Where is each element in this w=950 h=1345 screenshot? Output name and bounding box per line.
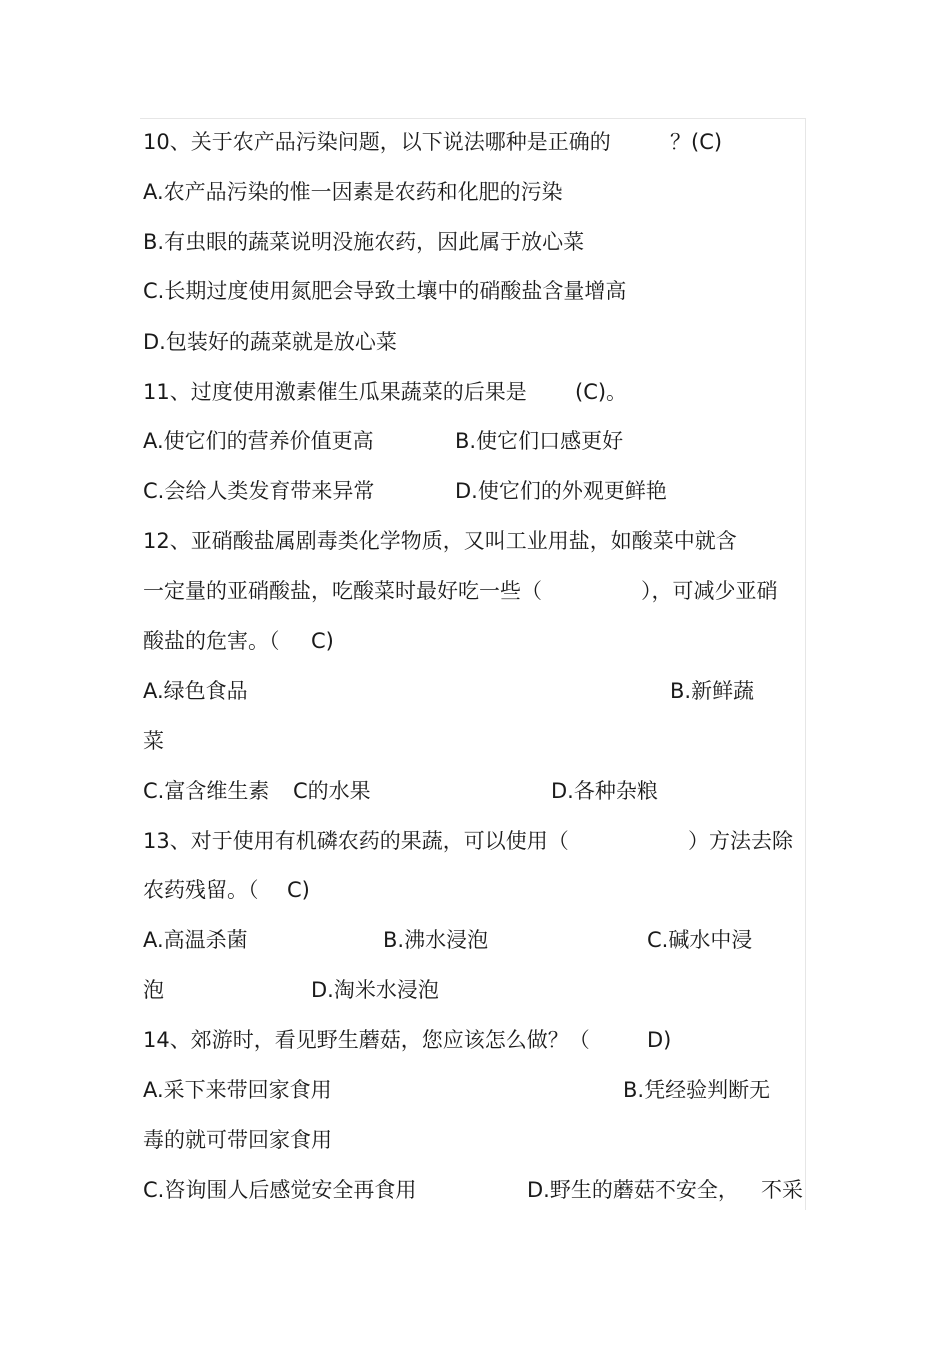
question-12-text: 12、亚硝酸盐属剧毒类化学物质，又叫工业用盐，如酸菜中就含 <box>143 529 737 553</box>
option-d: D.包装好的蔬菜就是放心菜 <box>143 330 397 354</box>
option-c: C.长期过度使用氮肥会导致土壤中的硝酸盐含量增高 <box>143 279 627 303</box>
option-line <box>143 726 170 756</box>
option-c: C的水果 <box>293 779 371 803</box>
option-c: C.咨询围人后感觉安全再食用 <box>143 1178 417 1202</box>
option-c: C.富含维生素 <box>143 779 270 803</box>
option-a: A.使它们的营养价值更高 <box>143 429 374 453</box>
question-13-answer: C) <box>287 878 310 902</box>
option-c: 泡 <box>143 978 164 1002</box>
option-line <box>143 426 624 456</box>
question-11-answer: (C)。 <box>575 380 628 404</box>
question-12-text: 酸盐的危害。（ <box>143 629 280 653</box>
option-c: C.碱水中浸 <box>647 928 753 952</box>
question-14-text: 14、郊游时，看见野生蘑菇，您应该怎么做？（ <box>143 1028 590 1052</box>
question-12-line <box>143 526 737 556</box>
question-13-line <box>143 875 310 905</box>
question-10-line <box>143 127 723 157</box>
option-line <box>143 1075 771 1105</box>
option-line <box>143 925 753 955</box>
question-10-text: 10、关于农产品污染问题，以下说法哪种是正确的 <box>143 130 611 154</box>
question-11-text: 11、过度使用激素催生瓜果蔬菜的后果是 <box>143 380 527 404</box>
option-line <box>143 276 627 306</box>
option-b: B.使它们口感更好 <box>455 429 624 453</box>
option-b: B.有虫眼的蔬菜说明没施农药，因此属于放心菜 <box>143 230 585 254</box>
option-b: 毒的就可带回家食用 <box>143 1128 332 1152</box>
question-11-line <box>143 377 628 407</box>
question-12-line <box>143 626 334 656</box>
option-line <box>143 476 667 506</box>
option-d: D.淘米水浸泡 <box>311 978 439 1002</box>
option-d: D.使它们的外观更鲜艳 <box>455 479 667 503</box>
option-line <box>143 177 563 207</box>
option-d: D.野生的蘑菇不安全， <box>527 1178 739 1202</box>
option-line <box>143 327 397 357</box>
question-13-text: 13、对于使用有机磷农药的果蔬，可以使用（ <box>143 829 569 853</box>
option-d: 不采 <box>761 1178 803 1202</box>
option-a: A.采下来带回家食用 <box>143 1078 332 1102</box>
question-14-line <box>143 1025 672 1055</box>
question-12-text: 一定量的亚硝酸盐，吃酸菜时最好吃一些（ <box>143 579 542 603</box>
question-12-text: ），可减少亚硝 <box>641 579 778 603</box>
option-b: B.沸水浸泡 <box>383 928 489 952</box>
option-b: B.新鲜蔬 <box>670 679 755 703</box>
option-line <box>143 776 658 806</box>
question-10-answer: ？(C) <box>670 130 723 154</box>
option-c: C.会给人类发育带来异常 <box>143 479 375 503</box>
option-d: D.各种杂粮 <box>551 779 658 803</box>
option-a: A.绿色食品 <box>143 679 248 703</box>
option-line <box>143 1175 803 1205</box>
question-13-text: ）方法去除 <box>688 829 793 853</box>
option-line <box>143 227 585 257</box>
option-b: 菜 <box>143 729 164 753</box>
option-line <box>143 676 755 706</box>
question-12-answer: C) <box>311 629 334 653</box>
option-line <box>143 1125 332 1155</box>
question-12-line <box>143 576 778 606</box>
option-a: A.高温杀菌 <box>143 928 248 952</box>
option-b: B.凭经验判断无 <box>623 1078 771 1102</box>
question-13-line <box>143 826 793 856</box>
option-a: A.农产品污染的惟一因素是农药和化肥的污染 <box>143 180 563 204</box>
question-14-answer: D) <box>647 1028 672 1052</box>
option-line <box>143 975 439 1005</box>
question-13-text: 农药残留。（ <box>143 878 259 902</box>
